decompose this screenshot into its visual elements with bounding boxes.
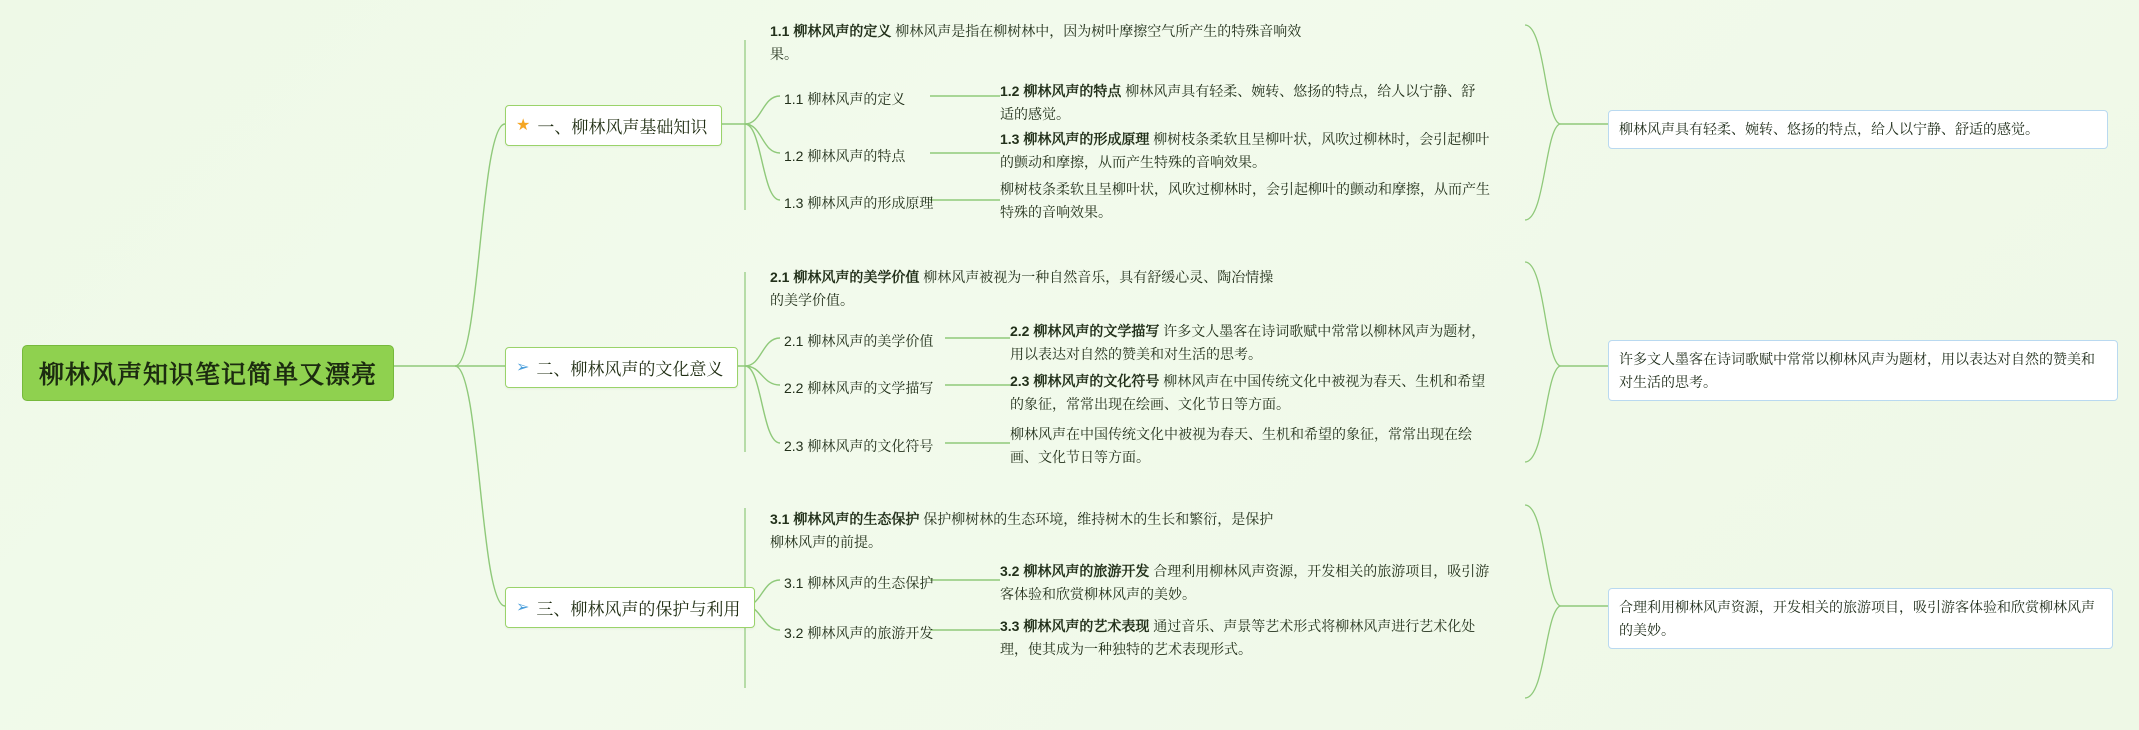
branch-node-2[interactable]: [505, 347, 738, 388]
detail-2-2-text: 许多文人墨客在诗词歌赋中常常以柳林风声为题材，用以表达对自然的赞美和对生活的思考。: [1010, 323, 1486, 362]
subtopic-3-2[interactable]: 3.2 柳林风声的旅游开发: [784, 625, 934, 641]
detail-1-3-text: 柳树枝条柔软且呈柳叶状，风吹过柳林时，会引起柳叶的颤动和摩擦，从而产生特殊的音响效果。: [1000, 131, 1490, 170]
detail-3-1-text: 保护柳树林的生态环境，维持树木的生长和繁衍，是保护柳林风声的前提。: [770, 511, 1274, 550]
branch-node-3[interactable]: [505, 587, 755, 628]
star-icon: ★: [516, 116, 531, 134]
send-icon: ➢: [516, 358, 530, 376]
branch-1-label: 一、柳林风声基础知识: [537, 118, 708, 137]
detail-2-2-heading: 2.2 柳林风声的文学描写: [1010, 323, 1160, 339]
detail-1-2-text: 柳林风声具有轻柔、婉转、悠扬的特点，给人以宁静、舒适的感觉。: [1000, 83, 1476, 122]
subtopic-2-1[interactable]: 2.1 柳林风声的美学价值: [784, 333, 934, 349]
detail-1-3: [1000, 128, 1490, 173]
detail-2-1-text: 柳林风声被视为一种自然音乐，具有舒缓心灵、陶冶情操的美学价值。: [770, 269, 1274, 308]
detail-1-1-heading: 1.1 柳林风声的定义: [770, 23, 892, 39]
detail-1-2: [1000, 80, 1480, 125]
detail-3-2: [1000, 560, 1490, 605]
detail-3-2-text: 合理利用柳林风声资源，开发相关的旅游项目，吸引游客体验和欣赏柳林风声的美妙。: [1000, 563, 1490, 602]
callout-1: 柳林风声具有轻柔、婉转、悠扬的特点，给人以宁静、舒适的感觉。: [1608, 110, 2108, 149]
detail-1-1-text: 柳林风声是指在柳树林中，因为树叶摩擦空气所产生的特殊音响效果。: [770, 23, 1302, 62]
detail-1-2-heading: 1.2 柳林风声的特点: [1000, 83, 1122, 99]
detail-2-3: [1010, 370, 1490, 415]
callout-3: 合理利用柳林风声资源，开发相关的旅游项目，吸引游客体验和欣赏柳林风声的美妙。: [1608, 588, 2113, 649]
detail-1-3-heading: 1.3 柳林风声的形成原理: [1000, 131, 1150, 147]
subtopic-3-1[interactable]: 3.1 柳林风声的生态保护: [784, 575, 934, 591]
subtopic-1-2[interactable]: 1.2 柳林风声的特点: [784, 148, 906, 164]
detail-3-1-heading: 3.1 柳林风声的生态保护: [770, 511, 920, 527]
callout-2: 许多文人墨客在诗词歌赋中常常以柳林风声为题材，用以表达对自然的赞美和对生活的思考。: [1608, 340, 2118, 401]
detail-2-1: [770, 266, 1280, 311]
detail-2-2: [1010, 320, 1490, 365]
detail-3-2-heading: 3.2 柳林风声的旅游开发: [1000, 563, 1150, 579]
detail-1-4: 柳树枝条柔软且呈柳叶状，风吹过柳林时，会引起柳叶的颤动和摩擦，从而产生特殊的音响效果。: [1000, 181, 1490, 220]
detail-2-3-text: 柳林风声在中国传统文化中被视为春天、生机和希望的象征，常常出现在绘画、文化节日等方面。: [1010, 373, 1486, 412]
detail-2-4: 柳林风声在中国传统文化中被视为春天、生机和希望的象征，常常出现在绘画、文化节日等方面。: [1010, 426, 1472, 465]
subtopic-1-3[interactable]: 1.3 柳林风声的形成原理: [784, 195, 934, 211]
detail-2-1-heading: 2.1 柳林风声的美学价值: [770, 269, 920, 285]
subtopic-2-3[interactable]: 2.3 柳林风声的文化符号: [784, 438, 934, 454]
detail-3-3-heading: 3.3 柳林风声的艺术表现: [1000, 618, 1150, 634]
branch-3-label: 三、柳林风声的保护与利用: [536, 600, 741, 619]
detail-3-3-text: 通过音乐、声景等艺术形式将柳林风声进行艺术化处理，使其成为一种独特的艺术表现形式。: [1000, 618, 1476, 657]
detail-2-3-heading: 2.3 柳林风声的文化符号: [1010, 373, 1160, 389]
root-node[interactable]: 柳林风声知识笔记简单又漂亮: [22, 345, 394, 401]
subtopic-1-1[interactable]: 1.1 柳林风声的定义: [784, 91, 906, 107]
send-icon: ➢: [516, 598, 530, 616]
branch-2-label: 二、柳林风声的文化意义: [536, 360, 724, 379]
detail-3-1: [770, 508, 1280, 553]
subtopic-2-2[interactable]: 2.2 柳林风声的文学描写: [784, 380, 934, 396]
branch-node-1[interactable]: [505, 105, 722, 146]
detail-1-1: [770, 20, 1315, 65]
detail-3-3: [1000, 615, 1495, 660]
